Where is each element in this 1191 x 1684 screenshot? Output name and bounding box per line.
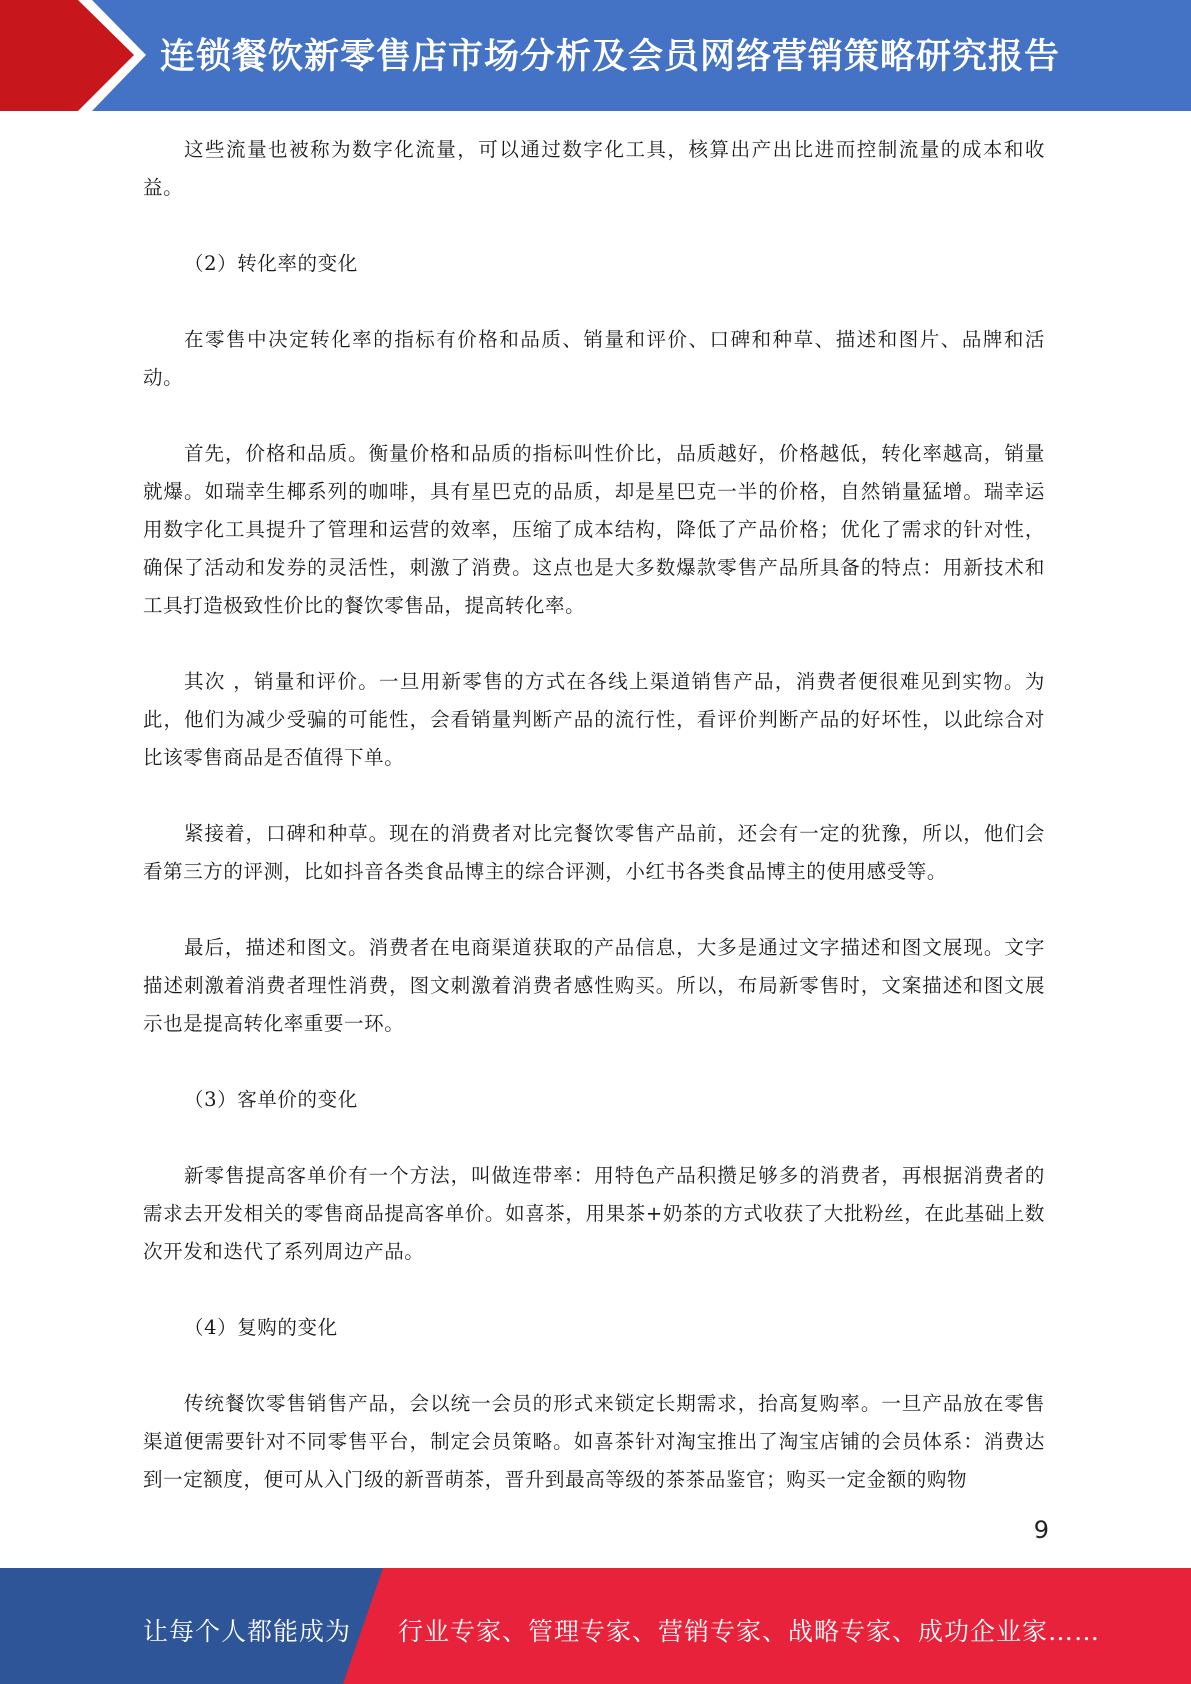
paragraph: 传统餐饮零售销售产品，会以统一会员的形式来锁定长期需求，抬高复购率。一旦产品放在零售渠道便需要针对不同零售平台，制定会员策略。如喜茶针对淘宝推出了淘宝店铺的会员体系：消费达到一定额度，便可从入门级的新晋萌茶，晋升到最高等级的茶茶品鉴官；购买一定金额的购物: [143, 1392, 1045, 1491]
page-header: [0, 0, 1191, 111]
report-title: 连锁餐饮新零售店市场分析及会员网络营销策略研究报告: [160, 37, 1060, 77]
document-body: [143, 131, 1045, 1499]
paragraph: 最后，描述和图文。消费者在电商渠道获取的产品信息，大多是通过文字描述和图文展现。文字描述刺激着消费者理性消费，图文刺激着消费者感性购买。所以，布局新零售时，文案描述和图文展示也是提高转化率重要一环。: [143, 936, 1045, 1035]
paragraph: 在零售中决定转化率的指标有价格和品质、销量和评价、口碑和种草、描述和图片、品牌和活动。: [143, 328, 1045, 389]
paragraph: 首先，价格和品质。衡量价格和品质的指标叫性价比，品质越好，价格越低，转化率越高，销量就爆。如瑞幸生椰系列的咖啡，具有星巴克的品质，却是星巴克一半的价格，自然销量猛增。瑞幸运用数字化工具提升了管理和运营的效率，压缩了成本结构，降低了产品价格；优化了需求的针对性，确保了活动和发券的灵活性，刺激了消费。这点也是大多数爆款零售产品所具备的特点：用新技术和工具打造极致性价比的餐饮零售品，提高转化率。: [143, 442, 1045, 617]
section-heading-repurchase: （4）复购的变化: [184, 1316, 338, 1339]
footer-slogan-left: 让每个人都能成为: [143, 1617, 352, 1646]
paragraph: 紧接着，口碑和种草。现在的消费者对比完餐饮零售产品前，还会有一定的犹豫，所以，他们会看第三方的评测，比如抖音各类食品博主的综合评测，小红书各类食品博主的使用感受等。: [143, 822, 1045, 883]
paragraph: 这些流量也被称为数字化流量，可以通过数字化工具，核算出产出比进而控制流量的成本和收益。: [143, 138, 1045, 199]
page-number: 9: [1033, 1516, 1049, 1544]
section-heading-order-value: （3）客单价的变化: [184, 1088, 358, 1111]
footer-slogan-right: 行业专家、管理专家、营销专家、战略专家、成功企业家……: [398, 1617, 1101, 1646]
paragraph: 新零售提高客单价有一个方法，叫做连带率：用特色产品积攒足够多的消费者，再根据消费者的需求去开发相关的零售商品提高客单价。如喜茶，用果茶+奶茶的方式收获了大批粉丝，在此基础上数次开发和迭代了系列周边产品。: [143, 1164, 1045, 1263]
paragraph: 其次 ，销量和评价。一旦用新零售的方式在各线上渠道销售产品，消费者便很难见到实物。为此，他们为减少受骗的可能性，会看销量判断产品的流行性，看评价判断产品的好坏性，以此综合对比该零售商品是否值得下单。: [143, 670, 1045, 769]
section-heading-conversion: （2）转化率的变化: [184, 252, 358, 275]
page-footer: [0, 1568, 1191, 1684]
